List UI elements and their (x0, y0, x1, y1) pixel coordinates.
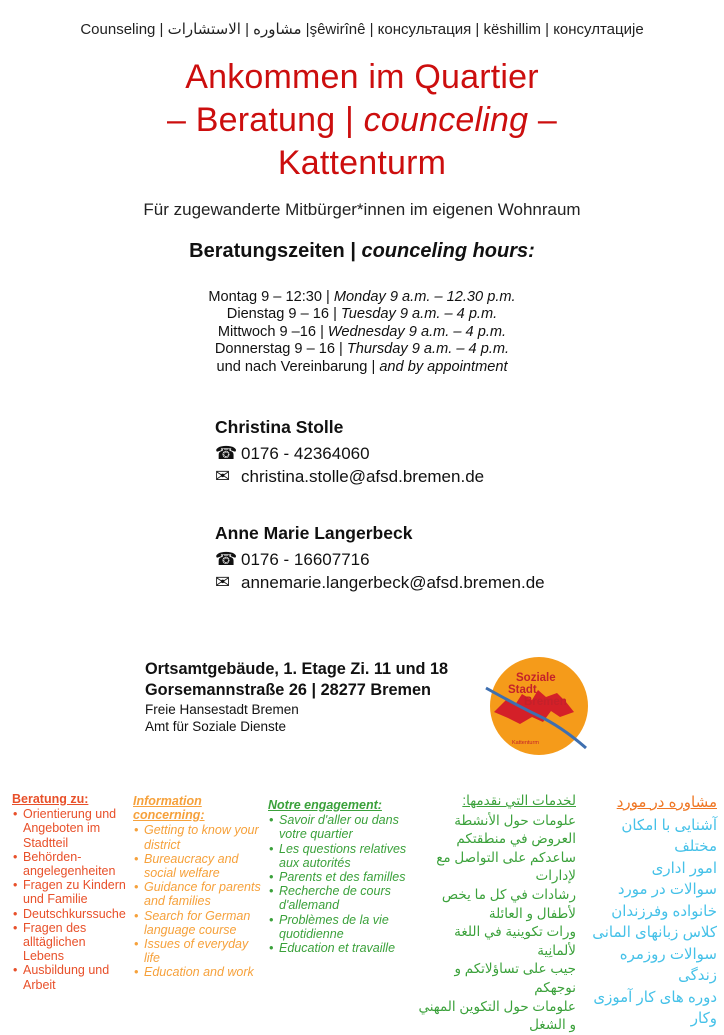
hours-de: Donnerstag 9 – 16 | (214, 341, 347, 358)
logo-text-stadt: Stadt (508, 684, 537, 696)
hours-row (0, 341, 724, 358)
header-segment: |şêwirînê | консультация | këshillim | консултације (301, 21, 644, 38)
contact-block (215, 522, 545, 594)
hours-de: Mittwoch 9 –16 | (217, 323, 328, 340)
multilingual-header-line (0, 20, 724, 38)
hours-en: Tuesday 9 a.m. – 4 p.m. (340, 306, 498, 323)
list-item: • Bureaucracy and social welfare (133, 852, 265, 880)
arabic-line: لأطفال و العائلة (488, 905, 576, 921)
contact-email: christina.stolle@afsd.bremen.de (241, 467, 485, 486)
farsi-line: وکار (690, 1010, 717, 1027)
title-line2 (0, 99, 724, 142)
column-arabic (411, 792, 576, 1035)
contact-name: Christina Stolle (215, 417, 344, 437)
hours-en: Monday 9 a.m. – 12.30 p.m. (333, 289, 516, 305)
address-line4: Amt für Soziale Dienste (145, 719, 287, 734)
list-item: • Behörden-angelegenheiten (12, 850, 130, 878)
hours-en: Wednesday 9 a.m. – 4 p.m. (327, 323, 507, 340)
hours-list (0, 289, 724, 376)
german-list (12, 807, 130, 992)
mail-icon: ✉ (215, 572, 231, 592)
arabic-line: لإدارات (535, 868, 576, 884)
address-block (145, 659, 448, 735)
title-line1: Ankommen im Quartier (185, 58, 539, 96)
column-english (133, 794, 265, 980)
farsi-line: سوالات در مورد (617, 881, 717, 898)
hours-row (0, 289, 724, 306)
logo-caption-kattenturm: Kattenturm (512, 740, 539, 746)
hours-heading-de: Beratungszeiten | (189, 240, 362, 262)
list-item: • Deutschkurssuche (12, 907, 130, 921)
list-item: • Recherche de cours d'allemand (268, 884, 408, 912)
farsi-line: دوره های کار آموزی (593, 988, 717, 1006)
page-title (0, 56, 724, 185)
list-item: • Orientierung und Angeboten im Stadtteil (12, 807, 130, 850)
header-segment-arabic: الاستشارات (167, 21, 241, 38)
contact-email-row (215, 571, 545, 594)
list-item: • Guidance for parents and families (133, 880, 265, 908)
header-segment-farsi: مشاوره (253, 21, 302, 38)
english-column-header: Information concerning: (133, 794, 205, 823)
hours-heading-en: counceling hours: (361, 240, 535, 262)
contact-email-row (215, 465, 484, 488)
mail-icon: ✉ (215, 466, 231, 486)
logo-graphic (482, 652, 600, 767)
arabic-line: ورات تكوينية في اللغة (454, 924, 576, 940)
contact-email: annemarie.langerbeck@afsd.bremen.de (241, 573, 545, 592)
farsi-line: سوالات روزمره زندگی (619, 945, 717, 984)
farsi-line: آشنایی با امکان مختلف (621, 816, 717, 855)
list-item: • Problèmes de la vie quotidienne (268, 913, 408, 941)
hours-row (0, 324, 724, 341)
arabic-line: العروض في منطقتكم (456, 831, 576, 847)
soziale-stadt-bremen-logo (482, 652, 600, 767)
list-item: • Savoir d'aller ou dans votre quartier (268, 813, 408, 841)
column-german (12, 792, 130, 992)
column-french (268, 798, 408, 955)
farsi-line: خانواده وفرزندان (611, 902, 717, 920)
contact-block (215, 416, 484, 488)
hours-de: und nach Vereinbarung | (216, 358, 380, 375)
subtitle: Für zugewanderte Mitbürger*innen im eigenen Wohnraum (143, 200, 581, 219)
address-line1: Ortsamtgebäude, 1. Etage Zi. 11 und 18 (145, 660, 449, 678)
column-farsi (579, 792, 717, 1030)
french-column-header: Notre engagement: (268, 798, 382, 812)
title-line2-italic: counceling (363, 101, 529, 139)
arabic-line: رشادات في كل ما يخص (441, 886, 576, 902)
contact-phone: 0176 - 42364060 (241, 444, 370, 463)
english-list (133, 823, 265, 979)
title-line2-post: – (528, 101, 557, 139)
farsi-line: کلاس زبانهای المانی (592, 924, 717, 941)
list-item: • Ausbildung und Arbeit (12, 963, 130, 991)
list-item: • Issues of everyday life (133, 937, 265, 965)
hours-en: Thursday 9 a.m. – 4 p.m. (346, 341, 510, 358)
kattenturm-map-dot (535, 724, 540, 729)
list-item: • Fragen des alltäglichen Lebens (12, 921, 130, 964)
multilingual-columns (12, 792, 722, 1035)
list-item: • Getting to know your district (133, 823, 265, 851)
farsi-line: امور اداری (651, 859, 717, 877)
title-line3: Kattenturm (277, 144, 447, 182)
arabic-line: لألمانِية (537, 942, 576, 958)
arabic-line: علومات حول التكوين المهني (418, 998, 576, 1014)
hours-row (0, 306, 724, 323)
hours-en: and by appointment (379, 358, 508, 375)
header-segment: | (240, 21, 254, 38)
contact-phone-row (215, 548, 545, 571)
arabic-column-header: لخدمات التي نقدمها: (462, 793, 576, 808)
contact-name: Anne Marie Langerbeck (215, 523, 413, 543)
arabic-line: و الشغل (529, 1017, 576, 1033)
hours-de: Montag 9 – 12:30 | (208, 289, 334, 305)
list-item: • Search for German language course (133, 909, 265, 937)
list-item: • Education et travaille (268, 941, 408, 955)
hours-row (0, 359, 724, 376)
address-line2: Gorsemannstraße 26 | 28277 Bremen (145, 681, 432, 699)
german-column-header: Beratung zu: (12, 792, 89, 806)
hours-heading (0, 240, 724, 263)
list-item: • Education and work (133, 965, 265, 979)
logo-text-bremen: Bremen (524, 696, 567, 708)
list-item: • Parents et des familles (268, 870, 408, 884)
list-item: • Les questions relatives aux autorités (268, 842, 408, 870)
arabic-line: ساعدكم على التواصل مع (436, 849, 576, 865)
french-list (268, 813, 408, 955)
contact-phone-row (215, 442, 484, 465)
logo-text-soziale: Soziale (516, 672, 556, 684)
phone-icon: ☎ (215, 549, 238, 569)
farsi-column-header: مشاوره در مورد (616, 794, 717, 811)
arabic-line: جيب على تساؤلاتكم و نوجهكم (454, 961, 576, 995)
arabic-line: علومات حول الأنشطة (454, 812, 576, 828)
phone-icon: ☎ (215, 443, 238, 463)
header-segment: Counseling | (80, 21, 168, 38)
list-item: • Fragen zu Kindern und Familie (12, 878, 130, 906)
title-line2-pre: – Beratung | (166, 101, 364, 139)
contact-phone: 0176 - 16607716 (241, 550, 370, 569)
hours-de: Dienstag 9 – 16 | (226, 306, 341, 323)
address-line3: Freie Hansestadt Bremen (145, 702, 299, 717)
